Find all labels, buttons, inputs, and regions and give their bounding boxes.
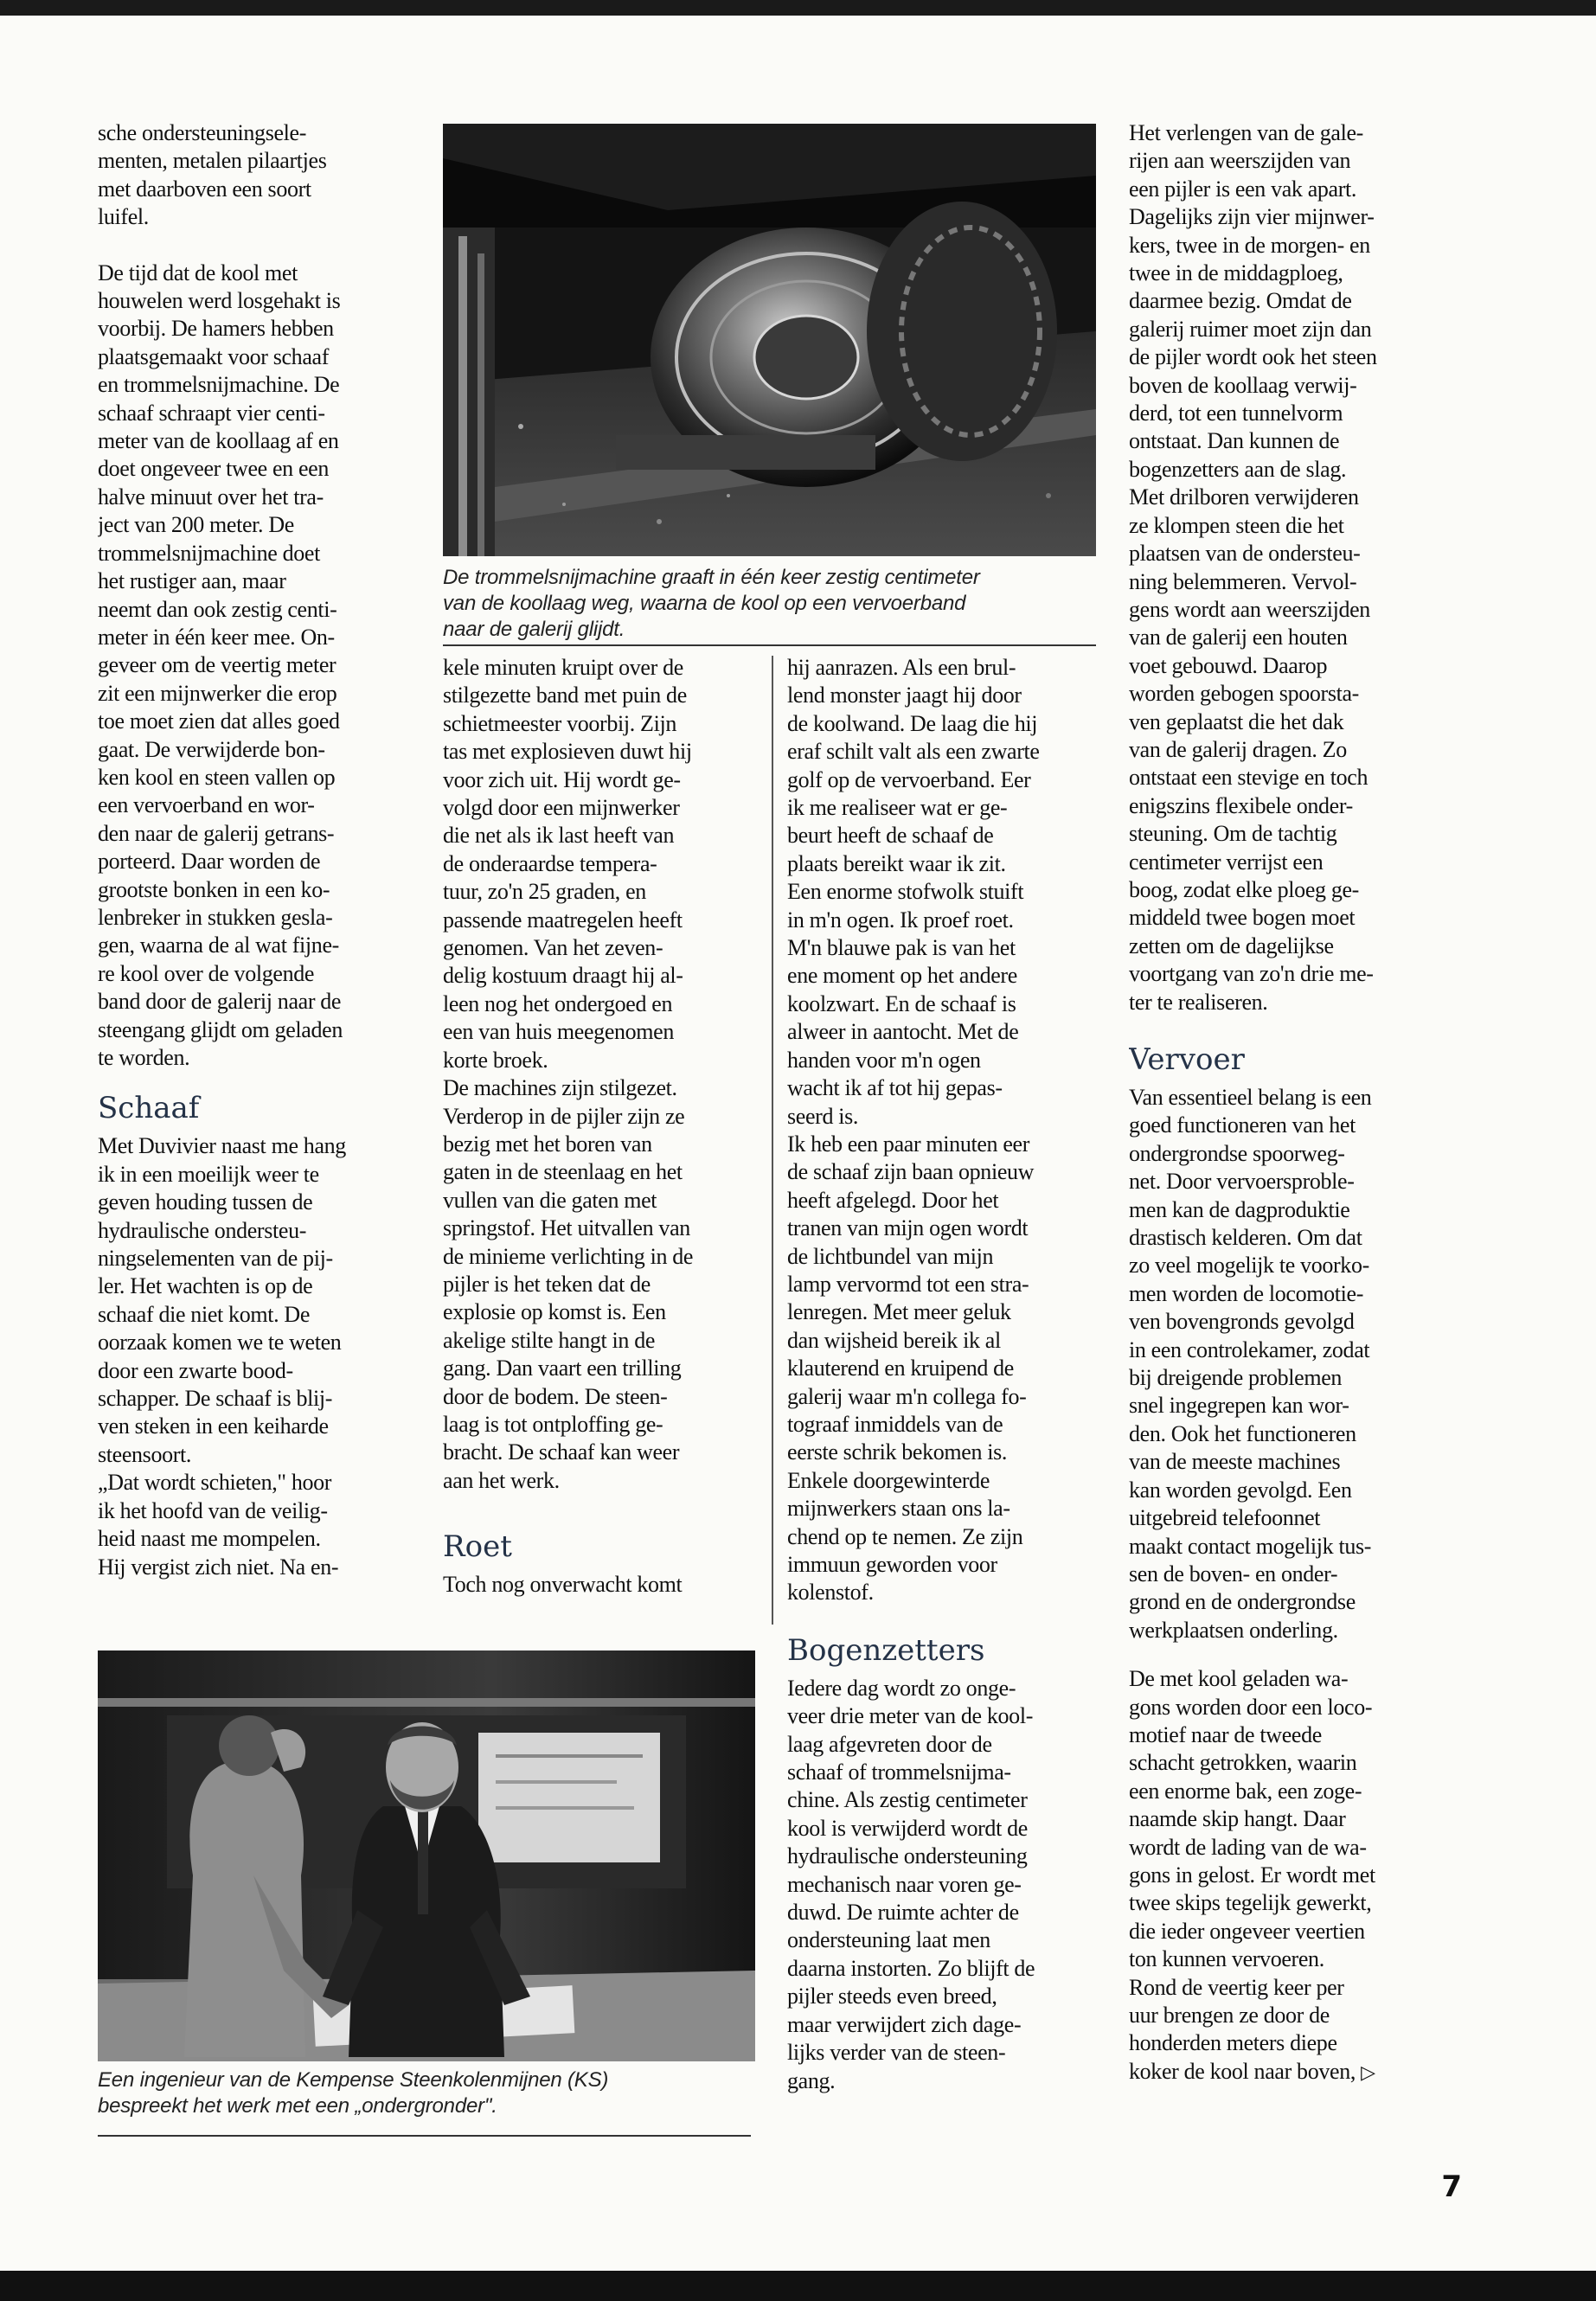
caption-rule-top: [443, 644, 1096, 646]
heading-bogenzetters-text: Bogenzetters: [787, 1632, 985, 1668]
col1-paragraph-2: De tijd dat de kool met houwelen werd losgehakt is voorbij. De hamers hebben plaatsgemaakt voor schaaf en trommelsnijmachine. De schaaf schraapt vier centi- meter van de koollaag af en doet ongeveer twee en een halve minuut over het tra- ject van 200 meter. De trommelsnijmachine doet het rustiger aan, maar neemt dan ook zestig centi- meter in één keer mee. On- geveer om de veertig meter zit een mijnwerker die erop toe moet zien dat alles goed gaat. De verwijderde bon- ken kool en steen vallen op een vervoerband en wor- den naar de galerij getrans- porteerd. Daar worden de grootste bonken in een ko- lenbreker in stukken gesla- gen, waarna de al wat fijne- re kool over de volgende band door de galerij naar de steengang glijdt om geladen te worden.: [98, 260, 343, 1070]
col4-paragraph-3-text: De met kool geladen wa- gons worden door een loco- motief naar de tweede schacht getrokken, waarin een enorme bak, een zoge- naamde skip hangt. Daar wordt de lading van de wa- gons in gelost. Er wordt met twee skips tegelijk gewerkt, die ieder ongeveer veertien ton kunnen vervoeren. Rond de veertig keer per uur brengen ze door de honderden meters diepe koker de kool naar boven,: [1129, 1666, 1375, 2084]
photo-engineer-miner: [98, 1650, 755, 2061]
page-number: 7: [1441, 2170, 1462, 2204]
heading-vervoer: Vervoer: [1129, 1042, 1245, 1077]
bottom-scan-band: [0, 2271, 1596, 2301]
col1-paragraph-1: sche ondersteuningsele- menten, metalen pilaartjes met daarboven een soort luifel.: [98, 120, 327, 230]
col2-paragraph-1: kele minuten kruipt over de stilgezette band met puin de schietmeester voorbij. Zijn tas met explosieven duwt hij voor zich uit. Hij wordt ge- volgd door een mijnwerker die net als ik last heeft van de onderaardse tempera- tuur, zo'n 25 graden, en passende maatregelen heeft genomen. Van het zeven- delig kostuum draagt hij al- leen nog het ondergoed en een van huis meegenomen korte broek. De machines zijn stilgezet. Verderop in de pijler zijn ze bezig met het boren van gaten in de steenlaag en het vullen van die gaten met springstof. Het uitvallen van de minieme verlichting in de pijler is het teken dat de explosie op komst is. Een akelige stilte hangt in de gang. Dan vaart een trilling door de bodem. De steen- laag is tot ontploffing ge- bracht. De schaaf kan weer aan het werk.: [443, 655, 694, 1493]
col4-paragraph-1: Het verlengen van de gale- rijen aan weerszijden van een pijler is een vak apart. Dagelijks zijn vier mijnwer- kers, twee in de morgen- en twee in de middagploeg, daarmee bezig. Omdat de galerij ruimer moet zijn dan de pijler wordt ook het steen boven de koollaag verwij- derd, tot een tunnelvorm ontstaat. Dan kunnen de bogenzetters aan de slag. Met drilboren verwijderen ze klompen steen die het plaatsen van de ondersteu- ning belemmeren. Vervol- gens wordt aan weerszijden van de galerij een houten voet gebouwd. Daarop worden gebogen spoorsta- ven geplaatst die het dak van de galerij dragen. Zo ontstaat een stevige en toch enigszins flexibele onder- steuning. Om de tachtig centimeter verrijst een boog, zodat elke ploeg ge- middeld twee bogen moet zetten om de dagelijkse voortgang van zo'n drie me- ter te realiseren.: [1129, 120, 1377, 1015]
heading-bogenzetters: [787, 1633, 1103, 1668]
top-scan-band: [0, 0, 1596, 16]
magazine-page: [0, 16, 1596, 2271]
photo-drum-cutter: [443, 124, 1096, 556]
col2-paragraph-2: Toch nog onverwacht komt: [443, 1572, 683, 1598]
column-3: [787, 654, 1103, 2159]
column-4: [1129, 119, 1449, 2161]
col4-paragraph-3: [1129, 1665, 1449, 2087]
column-1: [98, 119, 418, 1629]
heading-roet: Roet: [443, 1529, 512, 1565]
continue-arrow-icon: ▷: [1361, 2061, 1375, 2084]
column-2: [443, 654, 759, 1631]
col1-paragraph-3: Met Duvivier naast me hang ik in een moeilijk weer te geven houding tussen de hydraulische ondersteu- ningselementen van de pij- ler. Het wachten is op de schaaf die niet komt. De oorzaak komen we te weten door een zwarte bood- schapper. De schaaf is blij- ven steken in een keiharde steensoort. „Dat wordt schieten," hoor ik het hoofd van de veilig- heid naast me mompelen. Hij vergist zich niet. Na en-: [98, 1133, 346, 1580]
col3-paragraph-1: hij aanrazen. Als een brul- lend monster jaagt hij door de koolwand. De laag die hij eraf schilt valt als een zwarte golf op de vervoerband. Eer ik me realiseer wat er ge- beurt heeft de schaaf de plaats bereikt waar ik zit. Een enorme stofwolk stuift in m'n ogen. Ik proef roet. M'n blauwe pak is van het ene moment op het andere koolzwart. En de schaaf is alweer in aantocht. Met de handen voor m'n ogen wacht ik af tot hij gepas- seerd is. Ik heb een paar minuten eer de schaaf zijn baan opnieuw heeft afgelegd. Door het tranen van mijn ogen wordt de lichtbundel van mijn lamp vervormd tot een stra- lenregen. Met meer geluk dan wijsheid bereik ik al klauterend en kruipend de galerij waar m'n collega fo- tograaf inmiddels van de eerste schrik bekomen is. Enkele doorgewinterde mijnwerkers staan ons la- chend op te nemen. Ze zijn immuun geworden voor kolenstof.: [787, 655, 1040, 1606]
heading-schaaf: Schaaf: [98, 1091, 200, 1126]
column-divider-2-3: [772, 656, 773, 1625]
caption-rule-bottom: [98, 2135, 751, 2137]
caption-drum-cutter: De trommelsnijmachine graaft in één keer zestig centimeter van de koollaag weg, waarna de kool op een vervoerband naar de galerij glijdt.: [443, 566, 980, 641]
col4-paragraph-2: Van essentieel belang is een goed functioneren van het ondergrondse spoorweg- net. Door vervoersproble- men kan de dagproduktie drastisch kelderen. Om dat zo veel mogelijk te voorko- men worden de locomotie- ven bovengronds gevolgd in een controlekamer, zodat bij dreigende problemen snel ingegrepen kan wor- den. Ook het functioneren van de meeste machines kan worden gevolgd. Een uitgebreid telefoonnet maakt contact mogelijk tus- sen de boven- en onder- grond en de ondergrondse werkplaatsen onderling.: [1129, 1085, 1372, 1643]
col3-paragraph-2: Iedere dag wordt zo onge- veer drie meter van de kool- laag afgevreten door de schaaf of trommelsnijma- chine. Als zestig centimeter kool is verwijderd wordt de hydraulische ondersteuning mechanisch naar voren ge- duwd. De ruimte achter de ondersteuning laat men daarna instorten. Zo blijft de pijler steeds even breed, maar verwijdert zich dage- lijks verder van de steen- gang.: [787, 1675, 1035, 2093]
caption-engineer-miner: Een ingenieur van de Kempense Steenkolenmijnen (KS) bespreekt het werk met een „ondergronder".: [98, 2068, 609, 2118]
